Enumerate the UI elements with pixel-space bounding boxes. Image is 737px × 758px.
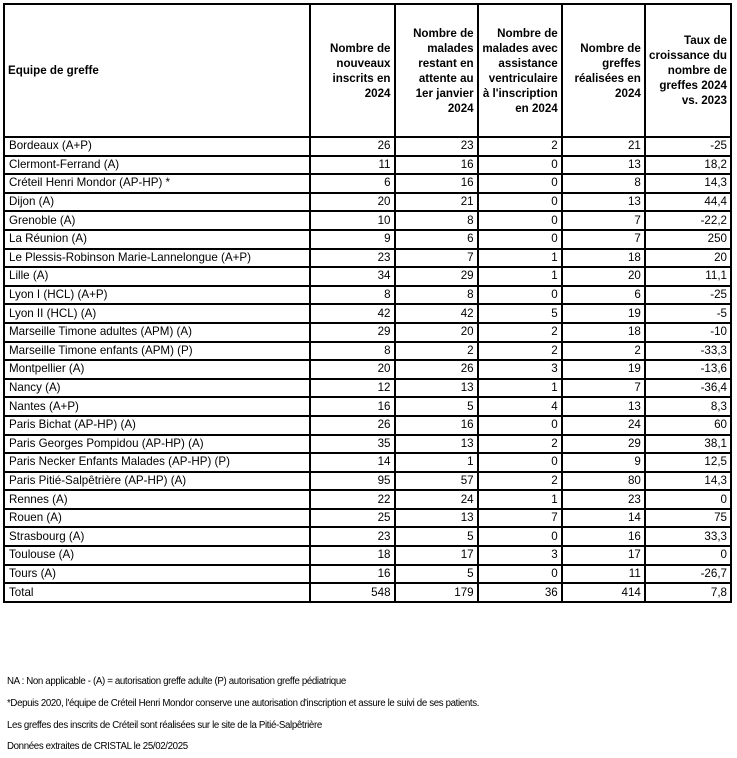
cell-taux-croissance: 75 [645, 509, 731, 528]
cell-nouveaux-inscrits: 34 [310, 267, 394, 286]
cell-taux-croissance: -33,3 [645, 342, 731, 361]
cell-equipe: Clermont-Ferrand (A) [4, 156, 310, 175]
cell-greffes-realisees: 20 [562, 267, 645, 286]
cell-assistance-ventriculaire: 4 [478, 397, 562, 416]
cell-nouveaux-inscrits: 18 [310, 546, 394, 565]
cell-taux-croissance: 60 [645, 416, 731, 435]
cell-equipe: Le Plessis-Robinson Marie-Lannelongue (A+P) [4, 249, 310, 268]
table-container [3, 3, 732, 603]
cell-taux-croissance: -10 [645, 323, 731, 342]
header-row [4, 4, 731, 137]
cell-nouveaux-inscrits: 23 [310, 527, 394, 546]
cell-taux-croissance: -26,7 [645, 565, 731, 584]
table-row [4, 509, 731, 528]
cell-malades-en-attente: 24 [395, 490, 478, 509]
header-assistance-ventriculaire: Nombre de malades avec assistance ventriculaire à l'inscription en 2024 [478, 4, 562, 137]
cell-greffes-realisees: 21 [562, 137, 645, 156]
cell-malades-en-attente: 16 [395, 156, 478, 175]
cell-equipe: Nantes (A+P) [4, 397, 310, 416]
table-row [4, 565, 731, 584]
cell-nouveaux-inscrits: 16 [310, 565, 394, 584]
cell-malades-en-attente: 1 [395, 453, 478, 472]
table-row [4, 286, 731, 305]
cell-nouveaux-inscrits: 20 [310, 360, 394, 379]
cell-equipe: Toulouse (A) [4, 546, 310, 565]
cell-taux-croissance: -25 [645, 286, 731, 305]
cell-assistance-ventriculaire: 0 [478, 156, 562, 175]
cell-taux-croissance: -13,6 [645, 360, 731, 379]
cell-nouveaux-inscrits: 16 [310, 397, 394, 416]
cell-malades-en-attente: 2 [395, 342, 478, 361]
cell-greffes-realisees: 80 [562, 472, 645, 491]
table-row [4, 527, 731, 546]
table-body [4, 137, 731, 602]
cell-malades-en-attente: 7 [395, 249, 478, 268]
cell-assistance-ventriculaire: 2 [478, 137, 562, 156]
footnote-creteil-site: Les greffes des inscrits de Créteil sont réalisées sur le site de la Pitié-Salpêtrière [7, 719, 322, 731]
table-row [4, 453, 731, 472]
cell-assistance-ventriculaire: 0 [478, 286, 562, 305]
cell-malades-en-attente: 8 [395, 211, 478, 230]
cell-greffes-realisees: 17 [562, 546, 645, 565]
cell-taux-croissance: 38,1 [645, 435, 731, 454]
cell-malades-en-attente: 5 [395, 527, 478, 546]
cell-malades-en-attente: 13 [395, 379, 478, 398]
cell-taux-croissance: 8,3 [645, 397, 731, 416]
cell-nouveaux-inscrits: 8 [310, 286, 394, 305]
cell-taux-croissance: -22,2 [645, 211, 731, 230]
cell-taux-croissance: 11,1 [645, 267, 731, 286]
cell-equipe: Créteil Henri Mondor (AP-HP) * [4, 174, 310, 193]
cell-nouveaux-inscrits: 8 [310, 342, 394, 361]
cell-nouveaux-inscrits: 10 [310, 211, 394, 230]
cell-nouveaux-inscrits: 22 [310, 490, 394, 509]
cell-equipe: Paris Pitié-Salpêtrière (AP-HP) (A) [4, 472, 310, 491]
table-header [4, 4, 731, 137]
cell-assistance-ventriculaire: 1 [478, 379, 562, 398]
cell-assistance-ventriculaire: 3 [478, 360, 562, 379]
cell-equipe: Bordeaux (A+P) [4, 137, 310, 156]
cell-taux-croissance: 14,3 [645, 174, 731, 193]
cell-malades-en-attente: 23 [395, 137, 478, 156]
cell-assistance-ventriculaire: 36 [478, 583, 562, 602]
cell-assistance-ventriculaire: 2 [478, 435, 562, 454]
cell-greffes-realisees: 11 [562, 565, 645, 584]
cell-assistance-ventriculaire: 0 [478, 193, 562, 212]
cell-equipe: Strasbourg (A) [4, 527, 310, 546]
cell-taux-croissance: -36,4 [645, 379, 731, 398]
cell-malades-en-attente: 13 [395, 509, 478, 528]
cell-equipe: Dijon (A) [4, 193, 310, 212]
table-row [4, 193, 731, 212]
cell-malades-en-attente: 29 [395, 267, 478, 286]
cell-equipe: La Réunion (A) [4, 230, 310, 249]
table-row [4, 342, 731, 361]
cell-taux-croissance: 250 [645, 230, 731, 249]
cell-equipe: Total [4, 583, 310, 602]
heart-transplant-table [3, 3, 732, 603]
cell-greffes-realisees: 18 [562, 323, 645, 342]
table-row [4, 267, 731, 286]
cell-taux-croissance: -5 [645, 304, 731, 323]
cell-nouveaux-inscrits: 20 [310, 193, 394, 212]
cell-nouveaux-inscrits: 6 [310, 174, 394, 193]
cell-equipe: Tours (A) [4, 565, 310, 584]
cell-nouveaux-inscrits: 23 [310, 249, 394, 268]
table-row [4, 249, 731, 268]
cell-greffes-realisees: 6 [562, 286, 645, 305]
cell-equipe: Grenoble (A) [4, 211, 310, 230]
table-row [4, 416, 731, 435]
cell-malades-en-attente: 42 [395, 304, 478, 323]
cell-taux-croissance: 12,5 [645, 453, 731, 472]
cell-malades-en-attente: 179 [395, 583, 478, 602]
cell-equipe: Paris Bichat (AP-HP) (A) [4, 416, 310, 435]
cell-greffes-realisees: 18 [562, 249, 645, 268]
cell-equipe: Marseille Timone adultes (APM) (A) [4, 323, 310, 342]
cell-nouveaux-inscrits: 11 [310, 156, 394, 175]
cell-taux-croissance: 0 [645, 490, 731, 509]
cell-malades-en-attente: 5 [395, 397, 478, 416]
cell-taux-croissance: 44,4 [645, 193, 731, 212]
cell-malades-en-attente: 26 [395, 360, 478, 379]
table-row [4, 360, 731, 379]
cell-greffes-realisees: 13 [562, 193, 645, 212]
cell-malades-en-attente: 17 [395, 546, 478, 565]
cell-nouveaux-inscrits: 26 [310, 137, 394, 156]
cell-malades-en-attente: 8 [395, 286, 478, 305]
cell-taux-croissance: 7,8 [645, 583, 731, 602]
cell-malades-en-attente: 16 [395, 174, 478, 193]
cell-assistance-ventriculaire: 2 [478, 323, 562, 342]
table-row [4, 323, 731, 342]
cell-greffes-realisees: 16 [562, 527, 645, 546]
cell-assistance-ventriculaire: 1 [478, 249, 562, 268]
cell-taux-croissance: 20 [645, 249, 731, 268]
cell-greffes-realisees: 13 [562, 397, 645, 416]
cell-assistance-ventriculaire: 2 [478, 472, 562, 491]
cell-greffes-realisees: 13 [562, 156, 645, 175]
cell-assistance-ventriculaire: 1 [478, 267, 562, 286]
table-row [4, 435, 731, 454]
table-row [4, 379, 731, 398]
cell-malades-en-attente: 5 [395, 565, 478, 584]
cell-malades-en-attente: 13 [395, 435, 478, 454]
cell-assistance-ventriculaire: 0 [478, 527, 562, 546]
header-malades-en-attente: Nombre de malades restant en attente au 1er janvier 2024 [395, 4, 478, 137]
cell-equipe: Rouen (A) [4, 509, 310, 528]
cell-malades-en-attente: 21 [395, 193, 478, 212]
cell-greffes-realisees: 414 [562, 583, 645, 602]
footnote-creteil: *Depuis 2020, l'équipe de Créteil Henri Mondor conserve une autorisation d'inscription et assure le suivi de ses patients. [7, 697, 480, 709]
cell-equipe: Paris Georges Pompidou (AP-HP) (A) [4, 435, 310, 454]
cell-assistance-ventriculaire: 0 [478, 174, 562, 193]
cell-assistance-ventriculaire: 7 [478, 509, 562, 528]
cell-assistance-ventriculaire: 0 [478, 211, 562, 230]
header-greffes-realisees: Nombre de greffes réalisées en 2024 [562, 4, 645, 137]
footnote-legend: NA : Non applicable - (A) = autorisation greffe adulte (P) autorisation greffe pédiatrique [7, 676, 346, 687]
cell-taux-croissance: -25 [645, 137, 731, 156]
footnote-source: Données extraites de CRISTAL le 25/02/2025 [7, 741, 188, 753]
cell-greffes-realisees: 2 [562, 342, 645, 361]
cell-equipe: Lille (A) [4, 267, 310, 286]
cell-taux-croissance: 18,2 [645, 156, 731, 175]
cell-equipe: Rennes (A) [4, 490, 310, 509]
cell-malades-en-attente: 20 [395, 323, 478, 342]
cell-assistance-ventriculaire: 0 [478, 453, 562, 472]
table-row [4, 230, 731, 249]
cell-taux-croissance: 33,3 [645, 527, 731, 546]
cell-nouveaux-inscrits: 12 [310, 379, 394, 398]
cell-greffes-realisees: 7 [562, 230, 645, 249]
cell-nouveaux-inscrits: 35 [310, 435, 394, 454]
cell-greffes-realisees: 8 [562, 174, 645, 193]
header-equipe: Equipe de greffe [4, 4, 310, 137]
cell-greffes-realisees: 29 [562, 435, 645, 454]
table-row [4, 546, 731, 565]
cell-nouveaux-inscrits: 14 [310, 453, 394, 472]
cell-equipe: Marseille Timone enfants (APM) (P) [4, 342, 310, 361]
cell-nouveaux-inscrits: 26 [310, 416, 394, 435]
cell-greffes-realisees: 19 [562, 304, 645, 323]
cell-greffes-realisees: 14 [562, 509, 645, 528]
table-row [4, 156, 731, 175]
cell-taux-croissance: 0 [645, 546, 731, 565]
cell-assistance-ventriculaire: 1 [478, 490, 562, 509]
table-row [4, 174, 731, 193]
header-nouveaux-inscrits: Nombre de nouveaux inscrits en 2024 [310, 4, 394, 137]
table-row [4, 137, 731, 156]
cell-equipe: Lyon II (HCL) (A) [4, 304, 310, 323]
table-row [4, 490, 731, 509]
cell-assistance-ventriculaire: 0 [478, 230, 562, 249]
cell-equipe: Paris Necker Enfants Malades (AP-HP) (P) [4, 453, 310, 472]
table-row [4, 472, 731, 491]
total-row [4, 583, 731, 602]
cell-nouveaux-inscrits: 25 [310, 509, 394, 528]
header-taux-croissance: Taux de croissance du nombre de greffes 2024 vs. 2023 [645, 4, 731, 137]
cell-nouveaux-inscrits: 29 [310, 323, 394, 342]
cell-taux-croissance: 14,3 [645, 472, 731, 491]
table-row [4, 304, 731, 323]
cell-nouveaux-inscrits: 548 [310, 583, 394, 602]
table-row [4, 397, 731, 416]
cell-assistance-ventriculaire: 3 [478, 546, 562, 565]
cell-malades-en-attente: 16 [395, 416, 478, 435]
cell-greffes-realisees: 23 [562, 490, 645, 509]
cell-greffes-realisees: 24 [562, 416, 645, 435]
cell-malades-en-attente: 57 [395, 472, 478, 491]
footnotes [7, 671, 479, 758]
cell-assistance-ventriculaire: 5 [478, 304, 562, 323]
cell-assistance-ventriculaire: 0 [478, 416, 562, 435]
cell-assistance-ventriculaire: 2 [478, 342, 562, 361]
cell-equipe: Lyon I (HCL) (A+P) [4, 286, 310, 305]
cell-equipe: Montpellier (A) [4, 360, 310, 379]
cell-equipe: Nancy (A) [4, 379, 310, 398]
cell-nouveaux-inscrits: 9 [310, 230, 394, 249]
cell-greffes-realisees: 7 [562, 211, 645, 230]
table-row [4, 211, 731, 230]
cell-greffes-realisees: 7 [562, 379, 645, 398]
cell-nouveaux-inscrits: 42 [310, 304, 394, 323]
cell-assistance-ventriculaire: 0 [478, 565, 562, 584]
cell-nouveaux-inscrits: 95 [310, 472, 394, 491]
cell-malades-en-attente: 6 [395, 230, 478, 249]
cell-greffes-realisees: 19 [562, 360, 645, 379]
cell-greffes-realisees: 9 [562, 453, 645, 472]
